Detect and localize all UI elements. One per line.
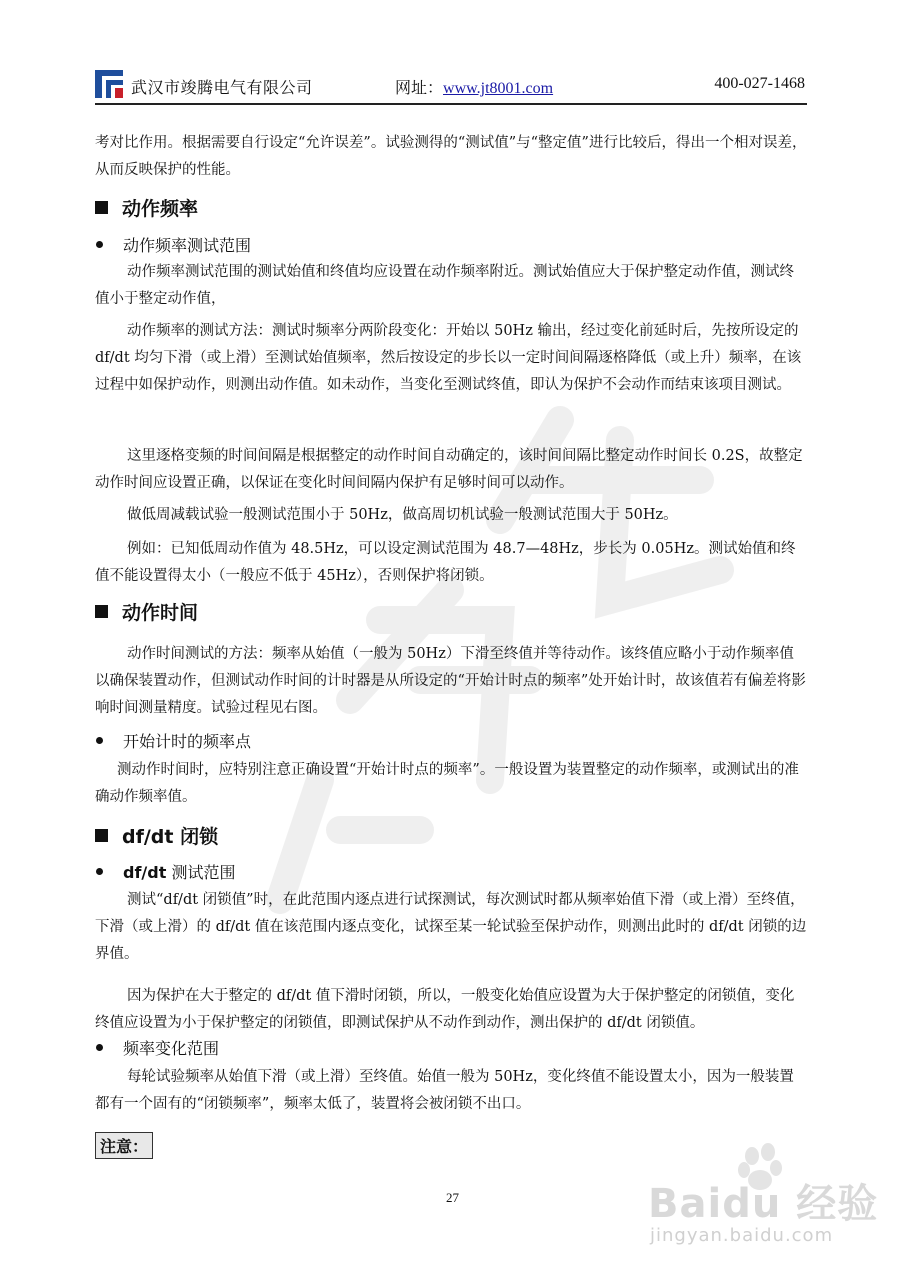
subheading-dfdt-range: df/dt 测试范围 <box>96 860 235 883</box>
bullet-icon <box>96 241 103 248</box>
paragraph: 因为保护在大于整定的 df/dt 值下滑时闭锁，所以，一般变化始值应设置为大于保护整定的闭锁值，变化终值应设置为小于保护整定的闭锁值，即测试保护从不动作到动作，测出保护的 df/dt 闭锁值。 <box>95 988 795 1031</box>
paragraph: 这里逐格变频的时间间隔是根据整定的动作时间自动确定的，该时间间隔比整定动作时间长 0.2S，故整定动作时间应设置正确，以保证在变化时间间隔内保护有足够时间可以动作。 <box>95 448 803 491</box>
paragraph: 动作频率的测试方法：测试时频率分两阶段变化：开始以 50Hz 输出，经过变化前延时后，先按所设定的 df/dt 均匀下滑（或上滑）至测试始值频率，然后按设定的步长以一定时间间隔逐格降低（或上升）频率，在该过程中如保护动作，则测出动作值。如未动作，当变化至测试终值，即认为保护不会动作而结束该项目测试。 <box>95 323 802 393</box>
baidu-logo: Baidu 经验 <box>648 1181 879 1227</box>
paragraph: 测试“df/dt 闭锁值”时，在此范围内逐点进行试探测试，每次测试时都从频率始值下滑（或上滑）至终值，下滑（或上滑）的 df/dt 值在该范围内逐点变化，试探至某一轮试验至保护动作，则测出此时的 df/dt 闭锁的边界值。 <box>95 892 807 962</box>
paragraph: 每轮试验频率从始值下滑（或上滑）至终值。始值一般为 50Hz，变化终值不能设置太小，因为一般装置都有一个固有的“闭锁频率”，频率太低了，装置将会被闭锁不出口。 <box>95 1069 794 1112</box>
page-number: 27 <box>446 1190 459 1205</box>
square-bullet-icon <box>95 829 108 842</box>
phone-number: 400-027-1468 <box>714 75 805 92</box>
paragraph: 动作频率测试范围的测试始值和终值均应设置在动作频率附近。测试始值应大于保护整定动作值，测试终值小于整定动作值， <box>95 264 794 307</box>
website <box>395 75 553 98</box>
bullet-icon <box>96 737 103 744</box>
baidu-url: jingyan.baidu.com <box>650 1225 834 1246</box>
square-bullet-icon <box>95 201 108 214</box>
company-name: 武汉市竣腾电气有限公司 <box>131 78 313 97</box>
intro-paragraph: 考对比作用。根据需要自行设定“允许误差”。试验测得的“测试值”与“整定值”进行比较后，得出一个相对误差，从而反映保护的性能。 <box>95 135 807 178</box>
subheading-frequency-change-range: 频率变化范围 <box>96 1036 219 1059</box>
subheading-frequency-range: 动作频率测试范围 <box>96 233 251 256</box>
note-label: 注意： <box>95 1132 153 1159</box>
paragraph: 例如：已知低周动作值为 48.5Hz，可以设定测试范围为 48.7—48Hz，步长为 0.05Hz。测试始值和终值不能设置得太小（一般应不低于 45Hz），否则保护将闭锁。 <box>95 541 796 584</box>
page-header <box>95 66 807 104</box>
paragraph: 动作时间测试的方法：频率从始值（一般为 50Hz）下滑至终值并等待动作。该终值应略小于动作频率值以确保装置动作，但测试动作时间的计时器是从所设定的“开始计时点的频率”处开始计时，故该值若有偏差将影响时间测量精度。试验过程见右图。 <box>95 646 806 716</box>
website-link[interactable]: www.jt8001.com <box>443 80 554 97</box>
bullet-icon <box>96 868 103 875</box>
company-logo-icon <box>95 70 123 98</box>
paragraph: 做低周减载试验一般测试范围小于 50Hz，做高周切机试验一般测试范围大于 50Hz。 <box>127 507 678 523</box>
url-label: 网址： <box>395 78 444 97</box>
paragraph: 测动作时间时，应特别注意正确设置“开始计时点的频率”。一般设置为装置整定的动作频率，或测试出的准确动作频率值。 <box>95 762 799 805</box>
section-heading-action-time: 动作时间 <box>95 598 198 625</box>
bullet-icon <box>96 1044 103 1051</box>
subheading-timing-frequency: 开始计时的频率点 <box>96 729 251 752</box>
section-heading-action-frequency: 动作频率 <box>95 194 198 221</box>
section-heading-dfdt-lock: df/dt 闭锁 <box>95 822 218 849</box>
square-bullet-icon <box>95 605 108 618</box>
header-divider <box>95 103 807 105</box>
